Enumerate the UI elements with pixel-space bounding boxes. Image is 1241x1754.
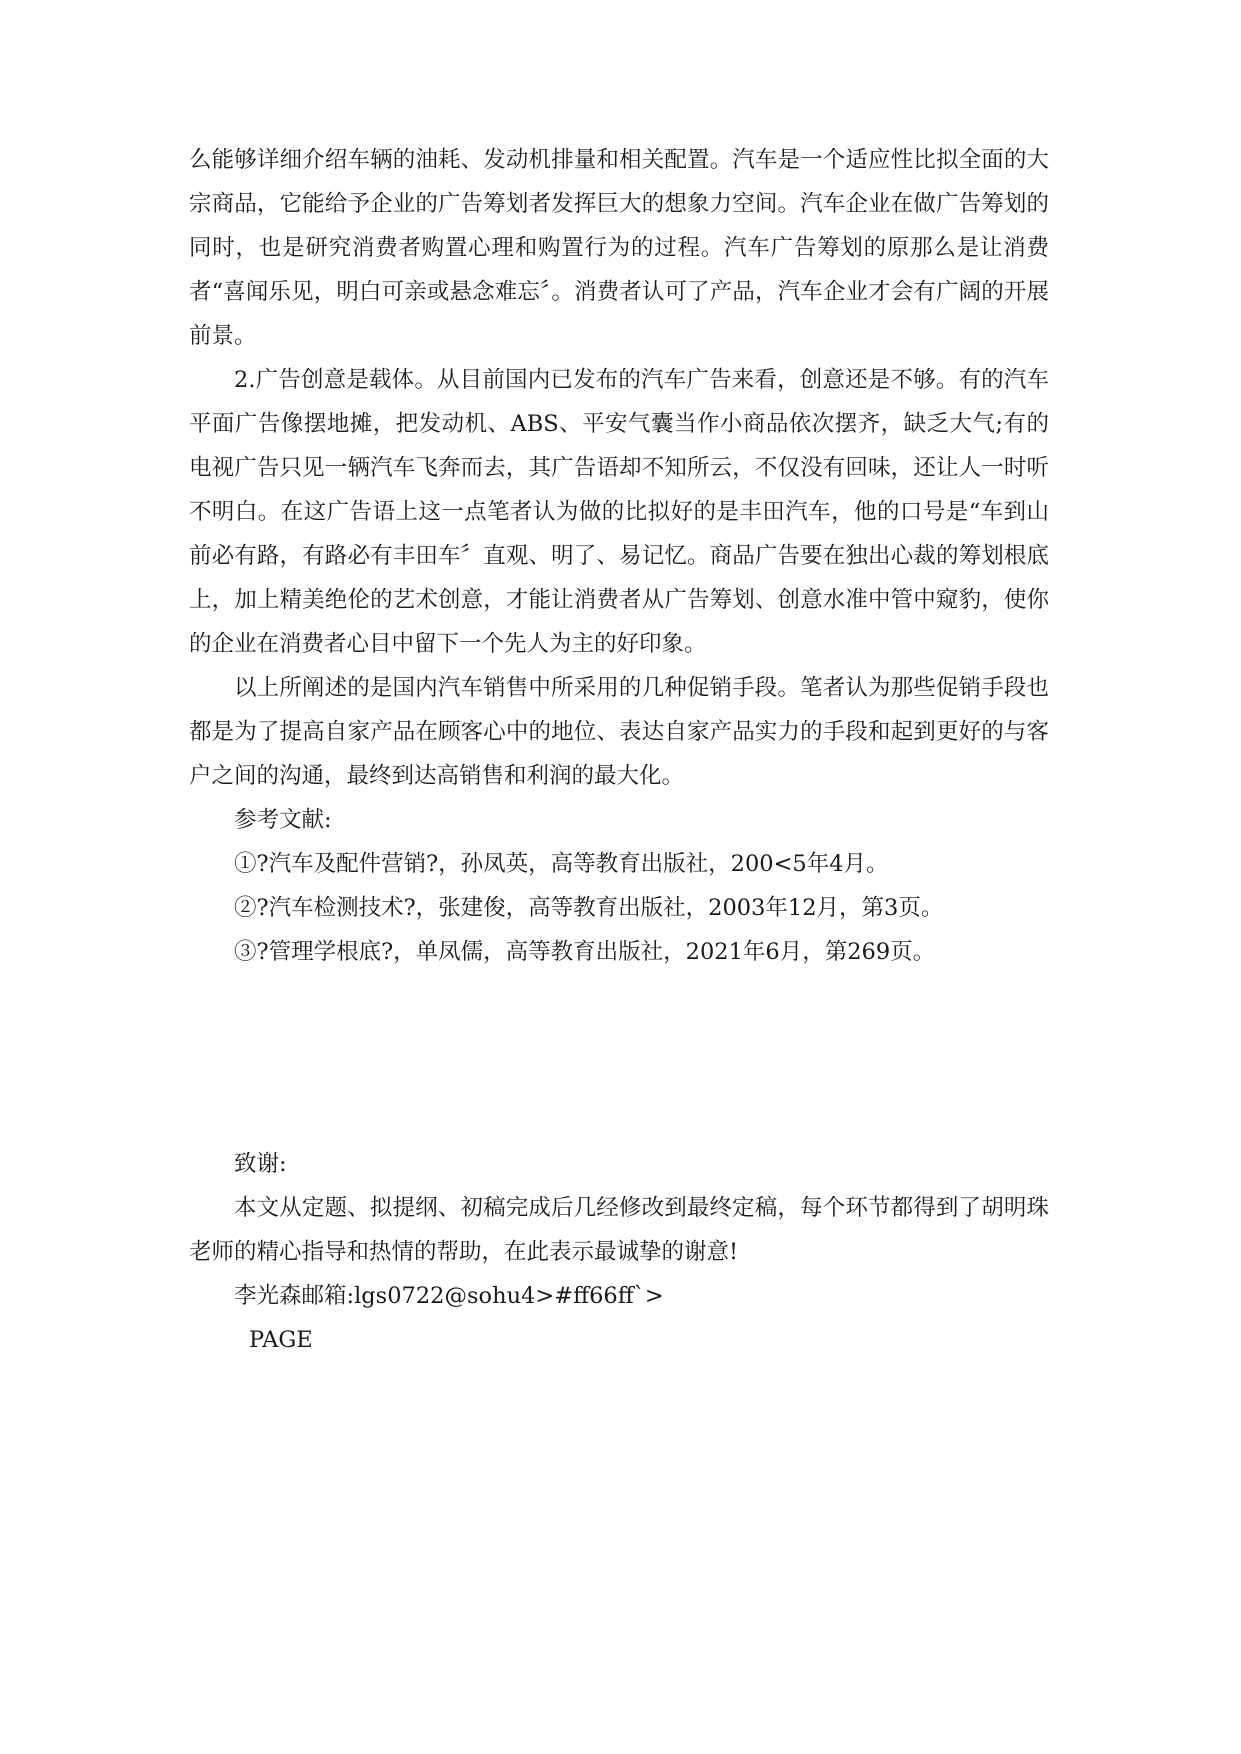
document-page <box>189 138 1049 1362</box>
reference-item-3: ③?管理学根底?，单凤儒，高等教育出版社，2021年6月，第269页。 <box>234 939 936 965</box>
body-paragraph-1: 么能够详细介绍车辆的油耗、发动机排量和相关配置。汽车是一个适应性比拟全面的大宗商品，它能给予企业的广告筹划者发挥巨大的想象力空间。汽车企业在做广告筹划的同时，也是研究消费者购置心理和购置行为的过程。汽车广告筹划的原那么是让消费者“喜闻乐见，明白可亲或悬念难忘〞。消费者认可了产品，汽车企业才会有广阔的开展前景。 <box>189 147 1049 349</box>
acknowledgement-heading: 致谢: <box>234 1151 287 1177</box>
body-paragraph-3: 以上所阐述的是国内汽车销售中所采用的几种促销手段。笔者认为那些促销手段也都是为了提高自家产品在顾客心中的地位、表达自家产品实力的手段和起到更好的与客户之间的沟通，最终到达高销售和利润的最大化。 <box>189 675 1049 789</box>
reference-item-1: ①?汽车及配件营销?，孙凤英，高等教育出版社，200<5年4月。 <box>234 851 889 877</box>
acknowledgement-text: 本文从定题、拟提纲、初稿完成后几经修改到最终定稿，每个环节都得到了胡明珠老师的精心指导和热情的帮助，在此表示最诚挚的谢意! <box>189 1195 1049 1265</box>
author-email: 李光森邮箱:lgs0722@sohu4>#ff66ff`> <box>234 1283 664 1309</box>
references-section <box>189 798 1049 974</box>
reference-item-2: ②?汽车检测技术?，张建俊，高等教育出版社，2003年12月，第3页。 <box>234 895 944 921</box>
spacer <box>189 974 1049 1142</box>
page-field: PAGE <box>249 1327 313 1353</box>
acknowledgement-section <box>189 1142 1049 1318</box>
references-heading: 参考文献: <box>234 807 332 833</box>
body-paragraph-2: 2.广告创意是载体。从目前国内已发布的汽车广告来看，创意还是不够。有的汽车平面广告像摆地摊，把发动机、ABS、平安气囊当作小商品依次摆齐，缺乏大气;有的电视广告只见一辆汽车飞奔而去，其广告语却不知所云，不仅没有回味，还让人一时听不明白。在这广告语上这一点笔者认为做的比拟好的是丰田汽车，他的口号是“车到山前必有路，有路必有丰田车〞直观、明了、易记忆。商品广告要在独出心裁的筹划根底上，加上精美绝伦的艺术创意，才能让消费者从广告筹划、创意水准中管中窥豹，使你的企业在消费者心目中留下一个先人为主的好印象。 <box>189 367 1049 657</box>
